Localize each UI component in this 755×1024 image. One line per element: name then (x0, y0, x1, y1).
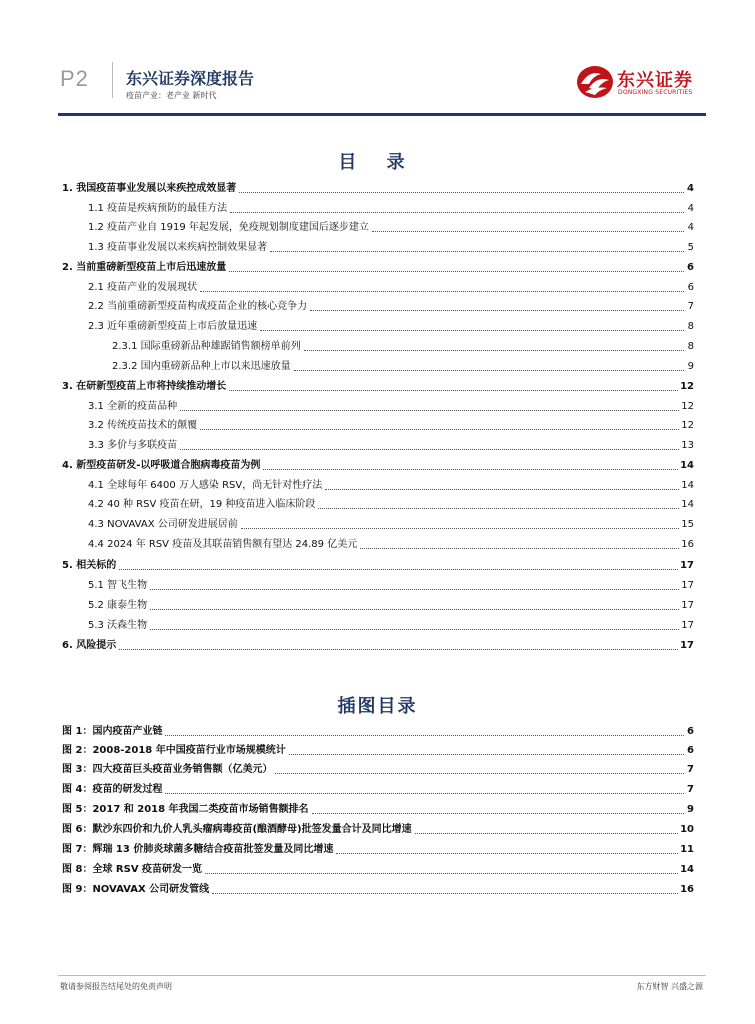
report-title: 东兴证券深度报告 (126, 69, 255, 88)
dot-leader (275, 773, 684, 774)
figure-entry-page: 7 (687, 784, 694, 795)
figure-entry-label: 图 6：默沙东四价和九价人乳头瘤病毒疫苗(酿酒酵母)批签发量合计及同比增速 (62, 824, 412, 835)
toc-entry-page: 12 (681, 401, 694, 412)
figure-entry[interactable] (62, 804, 694, 816)
toc-entry[interactable] (112, 361, 694, 373)
dot-leader (360, 548, 679, 549)
toc-entry[interactable] (88, 499, 694, 511)
logo-text-cn: 东兴证券 (617, 70, 693, 91)
toc-entry[interactable] (88, 600, 694, 612)
toc-entry[interactable] (88, 480, 694, 492)
toc-entry-label: 3.3 多价与多联疫苗 (88, 440, 178, 451)
dot-leader (270, 251, 684, 252)
dot-leader (150, 589, 679, 590)
toc-entry-page: 16 (681, 539, 694, 550)
toc-entry-page: 17 (681, 620, 694, 631)
toc-entry-page: 8 (687, 321, 694, 332)
toc-entry-label: 6. 风险提示 (62, 640, 117, 651)
toc-entry[interactable] (88, 440, 694, 452)
toc-title: 目 录 (338, 152, 417, 173)
toc-entry-label: 4.2 40 种 RSV 疫苗在研，19 种疫苗进入临床阶段 (88, 499, 316, 510)
toc-entry-label: 3.1 全新的疫苗品种 (88, 401, 178, 412)
header-divider (112, 62, 113, 98)
dot-leader (318, 508, 679, 509)
footer-slogan: 东方财智 兴盛之源 (636, 982, 703, 991)
toc-entry-label: 5.1 智飞生物 (88, 580, 148, 591)
figure-entry[interactable] (62, 884, 694, 896)
toc-entry-label: 5.3 沃森生物 (88, 620, 148, 631)
toc-entry-page: 17 (681, 580, 694, 591)
dot-leader (229, 271, 684, 272)
toc-entry-label: 1. 我国疫苗事业发展以来疾控成效显著 (62, 183, 237, 194)
figure-entry-label: 图 8：全球 RSV 疫苗研发一览 (62, 864, 203, 875)
figure-entry-page: 10 (680, 824, 694, 835)
toc-entry[interactable] (88, 242, 694, 254)
toc-entry[interactable] (62, 560, 694, 572)
toc-entry-page: 4 (687, 222, 694, 233)
toc-entry[interactable] (88, 301, 694, 313)
toc-entry[interactable] (88, 620, 694, 632)
dot-leader (312, 813, 684, 814)
dot-leader (200, 429, 679, 430)
toc-entry-label: 2. 当前重磅新型疫苗上市后迅速放量 (62, 262, 227, 273)
dot-leader (230, 212, 684, 213)
report-subtitle: 疫苗产业：老产业 新时代 (126, 91, 217, 100)
figure-entry-page: 14 (680, 864, 694, 875)
toc-entry-label: 4.1 全球每年 6400 万人感染 RSV，尚无针对性疗法 (88, 480, 323, 491)
toc-entry-page: 14 (681, 480, 694, 491)
dot-leader (150, 609, 679, 610)
toc-entry[interactable] (62, 262, 694, 274)
toc-entry-page: 6 (687, 282, 694, 293)
dot-leader (239, 192, 684, 193)
toc-entry-page: 14 (680, 460, 694, 471)
dot-leader (205, 873, 678, 874)
figure-entry-page: 11 (680, 844, 694, 855)
dot-leader (372, 231, 684, 232)
toc-entry-page: 7 (687, 301, 694, 312)
toc-entry[interactable] (88, 401, 694, 413)
toc-entry-page: 15 (681, 519, 694, 530)
figure-entry-page: 7 (687, 764, 694, 775)
dot-leader (119, 649, 678, 650)
toc-entry-label: 1.3 疫苗事业发展以来疾病控制效果显著 (88, 242, 268, 253)
figures-title: 插图目录 (337, 696, 418, 717)
dot-leader (310, 310, 684, 311)
toc-entry-page: 4 (687, 183, 694, 194)
toc-entry-page: 17 (680, 640, 694, 651)
page-number: P2 (60, 66, 89, 91)
figure-entry-label: 图 1：国内疫苗产业链 (62, 726, 163, 737)
toc-entry-page: 4 (687, 203, 694, 214)
toc-entry-label: 2.2 当前重磅新型疫苗构成疫苗企业的核心竞争力 (88, 301, 308, 312)
toc-entry[interactable] (88, 580, 694, 592)
dot-leader (180, 410, 679, 411)
toc-entry-label: 1.1 疫苗是疾病预防的最佳方法 (88, 203, 228, 214)
figure-entry-label: 图 9：NOVAVAX 公司研发管线 (62, 884, 210, 895)
toc-entry-label: 4.3 NOVAVAX 公司研发进展居前 (88, 519, 238, 530)
dot-leader (212, 893, 678, 894)
dot-leader (304, 350, 684, 351)
dot-leader (229, 390, 678, 391)
toc-entry-label: 5.2 康泰生物 (88, 600, 148, 611)
toc-entry-label: 4.4 2024 年 RSV 疫苗及其联苗销售额有望达 24.89 亿美元 (88, 539, 358, 550)
figure-entry[interactable] (62, 844, 694, 856)
dot-leader (241, 528, 680, 529)
dot-leader (200, 291, 684, 292)
dot-leader (336, 853, 678, 854)
dot-leader (325, 489, 679, 490)
toc-entry[interactable] (88, 282, 694, 294)
figure-entry-page: 6 (687, 726, 694, 737)
toc-entry-label: 1.2 疫苗产业自 1919 年起发展，免疫规划制度建国后逐步建立 (88, 222, 369, 233)
dot-leader (180, 449, 679, 450)
figure-entry[interactable] (62, 824, 694, 836)
toc-entry-label: 5. 相关标的 (62, 560, 117, 571)
toc-entry-page: 6 (687, 262, 694, 273)
figure-entry-label: 图 3：四大疫苗巨头疫苗业务销售额（亿美元） (62, 764, 273, 775)
toc-entry[interactable] (62, 183, 694, 195)
figure-entry[interactable] (62, 784, 694, 796)
footer-rule (58, 975, 706, 976)
toc-entry-page: 13 (681, 440, 694, 451)
dot-leader (260, 330, 684, 331)
figure-entry[interactable] (62, 745, 694, 757)
figure-entry[interactable] (62, 764, 694, 776)
dot-leader (289, 754, 684, 755)
figure-entry-label: 图 2：2008-2018 年中国疫苗行业市场规模统计 (62, 745, 286, 756)
toc-entry[interactable] (112, 341, 694, 353)
footer-disclaimer: 敬请参阅报告结尾处的免责声明 (60, 982, 172, 991)
dongxing-logo-mark-icon (575, 62, 615, 100)
toc-entry-label: 2.3 近年重磅新型疫苗上市后放量迅速 (88, 321, 258, 332)
page-header (0, 0, 755, 118)
dot-leader (165, 735, 684, 736)
toc-entry[interactable] (88, 420, 694, 432)
toc-entry-page: 12 (681, 420, 694, 431)
dot-leader (294, 370, 684, 371)
figure-entry-page: 6 (687, 745, 694, 756)
header-rule (58, 113, 706, 116)
figure-entry-label: 图 7：辉瑞 13 价肺炎球菌多糖结合疫苗批签发量及同比增速 (62, 844, 334, 855)
toc-entry[interactable] (88, 203, 694, 215)
toc-entry-label: 2.1 疫苗产业的发展现状 (88, 282, 198, 293)
logo-text-en: DONGXING SECURITIES (618, 89, 693, 96)
toc-entry[interactable] (62, 640, 694, 652)
toc-entry[interactable] (88, 222, 694, 234)
figure-entry[interactable] (62, 726, 694, 738)
toc-entry[interactable] (88, 539, 694, 551)
toc-entry-label: 3.2 传统疫苗技术的颠覆 (88, 420, 198, 431)
toc-entry-label: 2.3.2 国内重磅新品种上市以来迅速放量 (112, 361, 291, 372)
dot-leader (263, 469, 678, 470)
toc-entry[interactable] (62, 381, 694, 393)
toc-entry[interactable] (88, 321, 694, 333)
figure-entry-label: 图 5：2017 和 2018 年我国二类疫苗市场销售额排名 (62, 804, 309, 815)
dot-leader (415, 833, 678, 834)
figure-entry[interactable] (62, 864, 694, 876)
dot-leader (119, 569, 678, 570)
toc-entry[interactable] (88, 519, 694, 531)
toc-entry-label: 3. 在研新型疫苗上市将持续推动增长 (62, 381, 227, 392)
toc-entry-page: 17 (681, 600, 694, 611)
toc-entry-page: 12 (680, 381, 694, 392)
figure-entry-page: 16 (680, 884, 694, 895)
toc-entry-label: 2.3.1 国际重磅新品种雄踞销售额榜单前列 (112, 341, 301, 352)
toc-entry-page: 14 (681, 499, 694, 510)
dot-leader (150, 629, 679, 630)
toc-entry-page: 8 (687, 341, 694, 352)
company-logo (575, 62, 705, 102)
figure-entry-label: 图 4：疫苗的研发过程 (62, 784, 163, 795)
toc-entry-page: 5 (687, 242, 694, 253)
toc-entry[interactable] (62, 460, 694, 472)
dot-leader (165, 793, 684, 794)
toc-entry-label: 4. 新型疫苗研发-以呼吸道合胞病毒疫苗为例 (62, 460, 261, 471)
toc-entry-page: 9 (687, 361, 694, 372)
toc-entry-page: 17 (680, 560, 694, 571)
figure-entry-page: 9 (687, 804, 694, 815)
